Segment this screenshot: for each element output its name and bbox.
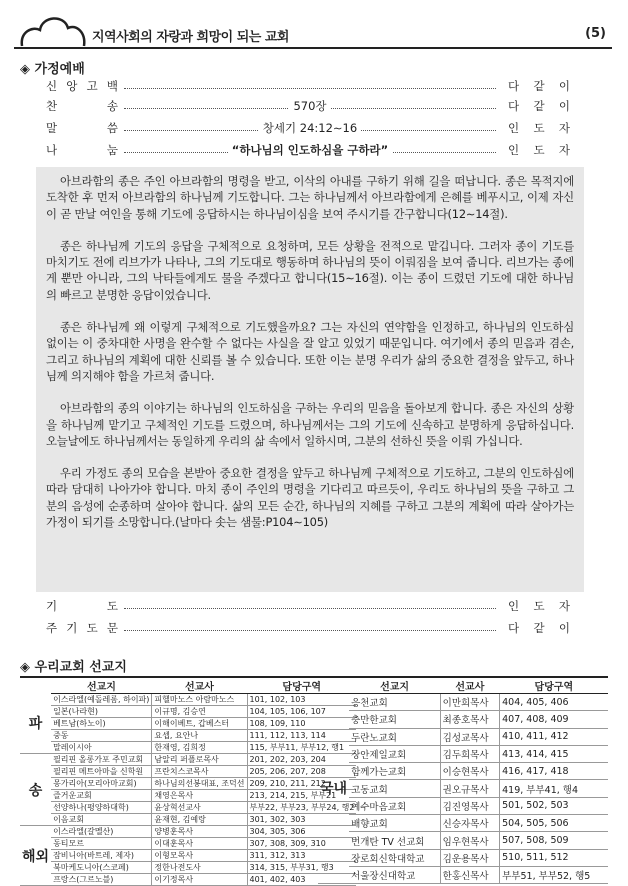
mission-site: 잠비니아(바트레, 제자) [51, 850, 152, 862]
table-row [20, 790, 356, 802]
table-row [318, 728, 608, 745]
missionary: 김운용목사 [440, 849, 499, 866]
mission-site: 함께가는교회 [349, 763, 440, 780]
missionary: 프란치스코목사 [152, 766, 247, 778]
table-row [20, 754, 356, 766]
district: 501, 502, 503 [500, 797, 608, 814]
district: 부부51, 부부52, 행5 [500, 866, 608, 883]
district: 416, 417, 418 [500, 763, 608, 780]
missionary: 한재영, 김희정 [152, 742, 247, 754]
mission-site: 중동 [51, 730, 152, 742]
table-row [20, 850, 356, 862]
table-row [20, 874, 356, 886]
mission-site: 베트남(하노이) [51, 718, 152, 730]
missionary: 윤상혁선교사 [152, 802, 247, 814]
missionary: 피헬마노스 아람마노스 [152, 694, 247, 706]
district: 108, 109, 110 [247, 718, 356, 730]
mission-site: 번개탄 TV 선교회 [349, 832, 440, 849]
mission-site: 충만한교회 [349, 711, 440, 728]
order-host: 인 도 자 [508, 599, 570, 613]
header-rule [14, 47, 612, 49]
missionary: 이기정목사 [152, 874, 247, 886]
column-header: 선교지 [51, 677, 152, 694]
mission-site: 배향교회 [349, 815, 440, 832]
missionary: 한홍신목사 [440, 866, 499, 883]
cloud-icon [18, 12, 88, 48]
mission-site: 장안제일교회 [349, 745, 440, 762]
order-row-lords-prayer [46, 620, 578, 638]
mission-site: 필리핀 올롱가포 주민교회 [51, 754, 152, 766]
order-row-hymn [46, 98, 578, 116]
missionary: 이승현목사 [440, 763, 499, 780]
mission-site: 장로회신학대학교 [349, 849, 440, 866]
order-host: 다 같 이 [508, 99, 570, 113]
missionary: 김진영목사 [440, 797, 499, 814]
region-label: 송 [20, 754, 51, 826]
missionary: 이만희목사 [440, 694, 499, 711]
page-number: (5) [585, 26, 606, 41]
section-heading-worship: ◈ 가정예배 [20, 62, 85, 77]
order-label: 기 도 [46, 599, 118, 613]
region-label: 국내 [318, 694, 349, 884]
table-row [20, 706, 356, 718]
table-row [20, 802, 356, 814]
mission-site: 말레이시아 [51, 742, 152, 754]
mission-site: 이스라엘(갈멜산) [51, 826, 152, 838]
table-row [20, 730, 356, 742]
mission-site: 서울장신대학교 [349, 866, 440, 883]
column-header: 선교지 [349, 677, 440, 694]
order-host: 인 도 자 [508, 143, 570, 157]
table-header-row [20, 677, 356, 694]
sermon-paragraph: 아브라함의 종은 주인 아브라함의 명령을 받고, 이삭의 아내를 구하기 위해 길을 떠납니다. 종은 목적지에 도착한 후 먼저 아브라함의 하나님께 기도합니다. 그는 하나님께서 아브라함에게 은혜를 베푸시고, 이제 자신이 곧 만날 여인을 통해 기도에 응답하시는 하나님이심을 보여 주시기를 간구합니다(12∼14절). [46, 174, 574, 221]
missionary: 김성교목사 [440, 728, 499, 745]
district: 410, 411, 412 [500, 728, 608, 745]
overseas-missions-table [20, 676, 356, 886]
table-row [318, 780, 608, 797]
section-heading-missions: ◈ 우리교회 선교지 [20, 660, 127, 675]
mission-site: 일본(나라현) [51, 706, 152, 718]
order-label: 찬 송 [46, 99, 118, 113]
order-row-scripture [46, 120, 578, 138]
table-row [318, 866, 608, 883]
table-row [318, 763, 608, 780]
district: 213, 214, 215, 부부21 [247, 790, 356, 802]
order-host: 다 같 이 [508, 79, 570, 93]
page-header [14, 22, 612, 48]
missionary: 이해이베트, 갑베스터 [152, 718, 247, 730]
missionary: 임우현목사 [440, 832, 499, 849]
order-row-prayer [46, 598, 578, 616]
district: 301, 302, 303 [247, 814, 356, 826]
order-content: 570장 [124, 98, 496, 114]
district: 504, 505, 506 [500, 815, 608, 832]
column-header: 담당구역 [247, 677, 356, 694]
sermon-paragraph: 종은 하나님께 왜 이렇게 구체적으로 기도했을까요? 그는 자신의 연약함을 인정하고, 하나님의 인도하심 없이는 이 중차대한 사명을 완수할 수 없다는 사실을 잘 알고 있었기 때문입니다. 여기에서 종의 믿음과 겸손, 그리고 하나님의 계획에 대한 신뢰를 볼 수 있습니다. 또한 이는 분명 우리가 삶의 중요한 결정을 앞두고, 하나님께 의지해야 함을 가르쳐 줍니다. [46, 320, 574, 383]
order-label: 주 기 도 문 [46, 621, 118, 635]
table-row [20, 826, 356, 838]
mission-site: 북마케도니아(스코페) [51, 862, 152, 874]
table-row [318, 832, 608, 849]
district: 419, 부부41, 행4 [500, 780, 608, 797]
district: 404, 405, 406 [500, 694, 608, 711]
table-row [318, 694, 608, 711]
dotted-leader [124, 608, 496, 609]
table-row [20, 718, 356, 730]
district: 205, 206, 207, 208 [247, 766, 356, 778]
district: 401, 402, 403 [247, 874, 356, 886]
table-row [20, 778, 356, 790]
district: 510, 511, 512 [500, 849, 608, 866]
order-label: 신 앙 고 백 [46, 79, 118, 93]
sermon-paragraph: 우리 가정도 종의 모습을 본받아 중요한 결정을 앞두고 하나님께 구체적으로 기도하고, 그분의 인도하심에 따라 담대히 나아가야 합니다. 마치 종이 주인의 명령을 기다리고 따르듯이, 우리도 하나님의 뜻을 구하고 그분의 음성에 순종하며 살아야 합니다. 삶의 모든 순간, 하나님의 지혜를 구하고 그분의 계획에 따라 살아가는 가정이 되기를 소망합니다.(날마다 솟는 샘물:P104∼105) [46, 466, 574, 530]
mission-site: 몽가리아(모리아마교회) [51, 778, 152, 790]
column-header: 선교사 [440, 677, 499, 694]
missionary: 정한나전도사 [152, 862, 247, 874]
order-row-sharing [46, 142, 578, 160]
missionary: 이대훈목사 [152, 838, 247, 850]
missionary: 윤재현, 김예랑 [152, 814, 247, 826]
table-row [20, 814, 356, 826]
table-row [20, 862, 356, 874]
dotted-leader [124, 88, 496, 89]
table-header-row [318, 677, 608, 694]
mission-site: 고동교회 [349, 780, 440, 797]
column-header: 선교사 [152, 677, 247, 694]
district: 115, 부부11, 부부12, 행1 [247, 742, 356, 754]
table-row [318, 711, 608, 728]
table-row [20, 694, 356, 706]
mission-site: 즐거운교회 [51, 790, 152, 802]
mission-site: 프랑스(그르노블) [51, 874, 152, 886]
district: 314, 315, 부부31, 행3 [247, 862, 356, 874]
dotted-leader [124, 630, 496, 631]
missionary: 신승자목사 [440, 815, 499, 832]
table-row [318, 815, 608, 832]
missionary: 요셉, 요안나 [152, 730, 247, 742]
district: 101, 102, 103 [247, 694, 356, 706]
missionary: 이규명, 김승연 [152, 706, 247, 718]
domestic-missions-table [318, 676, 608, 884]
table-row [20, 742, 356, 754]
missionary: 하나님의선봉대표, 조덕선 [152, 778, 247, 790]
order-content: 창세기 24:12∼16 [124, 120, 496, 136]
sermon-paragraph: 아브라함의 종의 이야기는 하나님의 인도하심을 구하는 우리의 믿음을 돌아보게 합니다. 종은 자신의 상황을 하나님께 맡기고 구체적인 기도를 드렸으며, 하나님께서는 그의 기도에 신속하고 분명하게 응답하십니다. 오늘날에도 하나님께서는 동일하게 우리의 삶 속에서 일하시며, 그분의 선하신 뜻을 이뤄 가십니다. [46, 401, 574, 448]
order-host: 인 도 자 [508, 121, 570, 135]
missionary: 양병훈목사 [152, 826, 247, 838]
missionary: 최종호목사 [440, 711, 499, 728]
district: 209, 210, 211, 212 [247, 778, 356, 790]
column-header: 담당구역 [500, 677, 608, 694]
table-row [318, 745, 608, 762]
mission-site: 이스라엘(예돌레롬, 하이파) [51, 694, 152, 706]
district: 507, 508, 509 [500, 832, 608, 849]
region-label: 파 [20, 694, 51, 754]
missionary: 김두희목사 [440, 745, 499, 762]
missionary: 남알리 퍼플로목사 [152, 754, 247, 766]
sermon-paragraph: 종은 하나님께 기도의 응답을 구체적으로 요청하며, 모든 상황을 전적으로 맡깁니다. 그러자 종이 기도를 마치기도 전에 리브가가 나타나, 그의 기도대로 행동하며 하나님의 뜻이 이뤄짐을 보여 줍니다. 리브가는 종에게 뿐만 아니라, 그의 낙타들에게도 물을 주겠다고 합니다(15∼16절). 이는 종이 드렸던 기도에 대한 하나님의 빠르고 분명한 응답이었습니다. [46, 238, 574, 302]
mission-site: 필리핀 메트아마을 신학원 [51, 766, 152, 778]
order-label: 말 씀 [46, 121, 118, 135]
district: 111, 112, 113, 114 [247, 730, 356, 742]
district: 304, 305, 306 [247, 826, 356, 838]
region-label: 해외 [20, 826, 51, 886]
order-host: 다 같 이 [508, 621, 570, 635]
sermon-title: “하나님의 인도하심을 구하라” [124, 142, 496, 158]
mission-site: 선양하나(평양하대학) [51, 802, 152, 814]
mission-site: 예수마음교회 [349, 797, 440, 814]
missionary: 이형모목사 [152, 850, 247, 862]
district: 413, 414, 415 [500, 745, 608, 762]
order-label: 나 눔 [46, 143, 118, 157]
sermon-body [36, 167, 584, 592]
district: 311, 312, 313 [247, 850, 356, 862]
table-row [318, 797, 608, 814]
district: 307, 308, 309, 310 [247, 838, 356, 850]
missionary: 채영은목사 [152, 790, 247, 802]
mission-site: 두란노교회 [349, 728, 440, 745]
mission-site: 동티모르 [51, 838, 152, 850]
district: 부부22, 부부23, 부부24, 행2 [247, 802, 356, 814]
order-row-creed [46, 78, 578, 96]
table-row [20, 838, 356, 850]
missionary: 권오규목사 [440, 780, 499, 797]
district: 201, 202, 203, 204 [247, 754, 356, 766]
header-title: 지역사회의 자랑과 희망이 되는 교회 [92, 30, 289, 45]
mission-site: 이음교회 [51, 814, 152, 826]
mission-site: 응천교회 [349, 694, 440, 711]
district: 407, 408, 409 [500, 711, 608, 728]
table-row [318, 849, 608, 866]
district: 104, 105, 106, 107 [247, 706, 356, 718]
table-row [20, 766, 356, 778]
